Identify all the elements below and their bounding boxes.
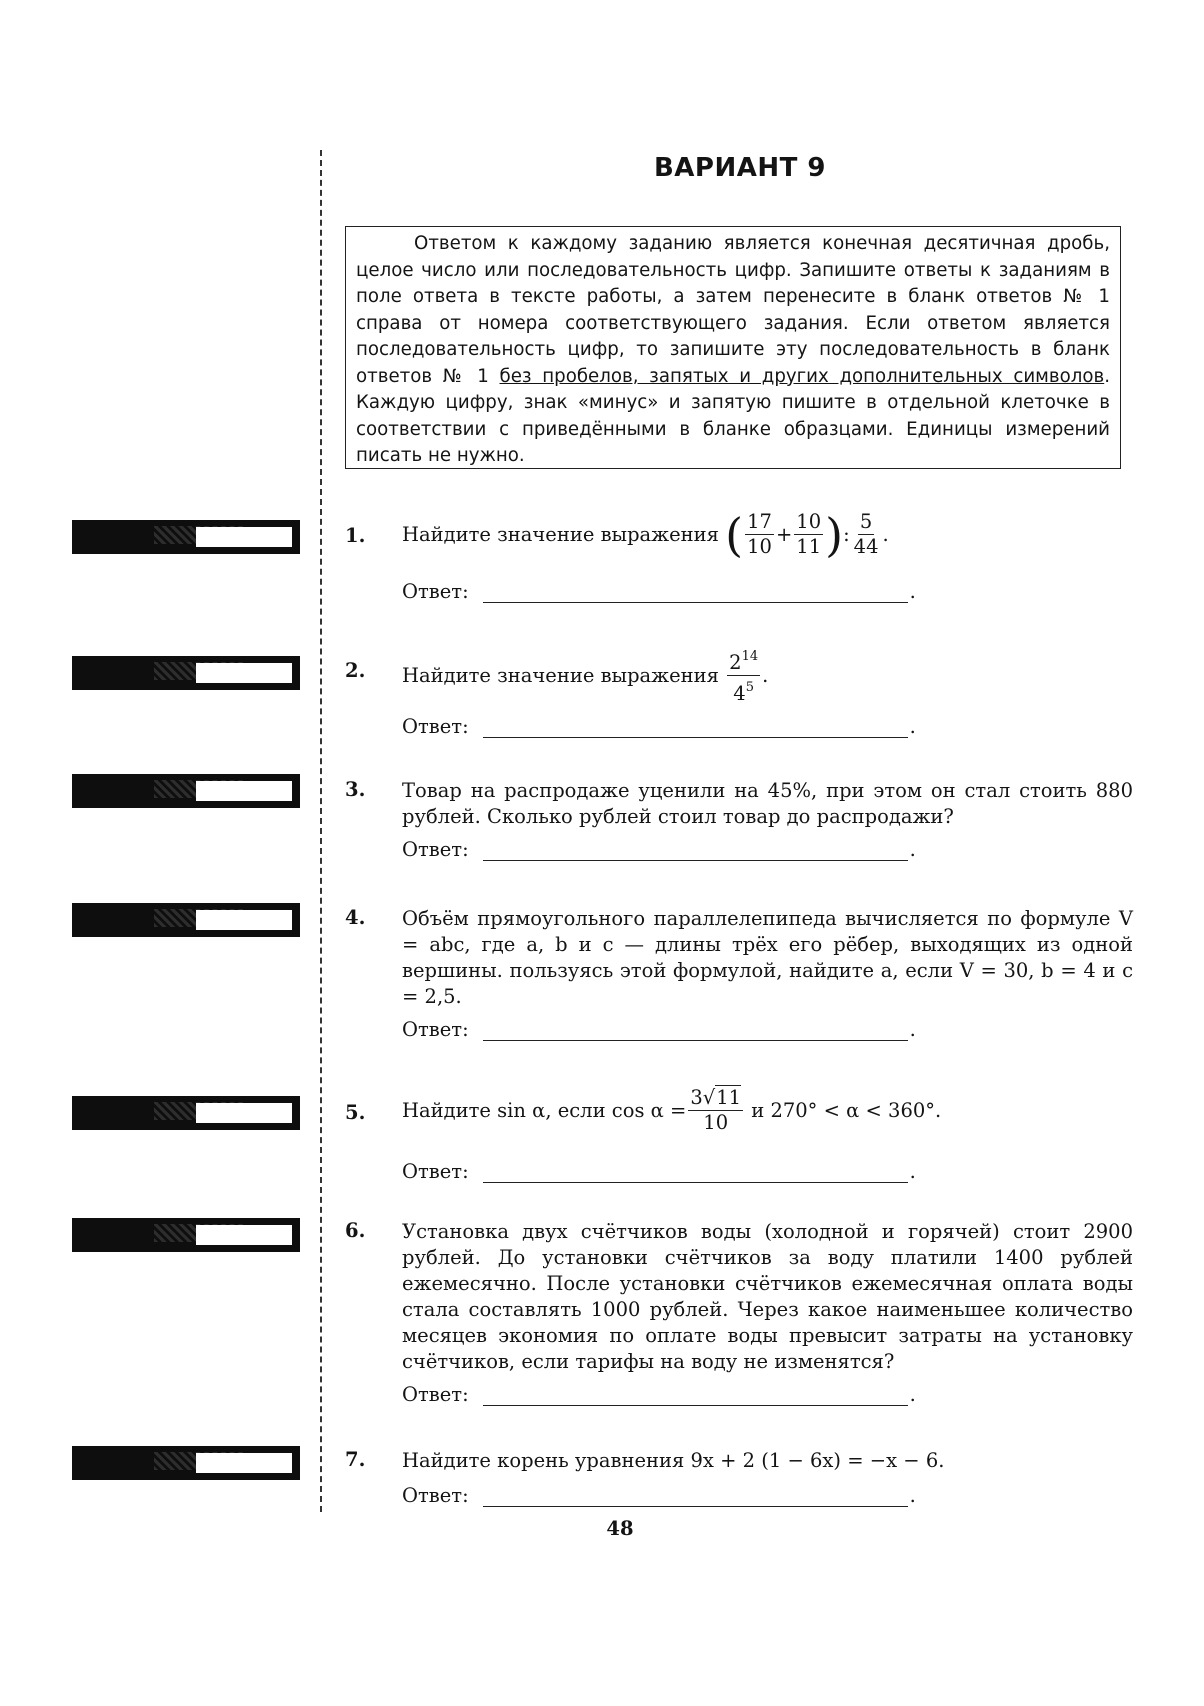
answer-marker-3 (72, 774, 300, 808)
task-number: 7. (345, 1448, 366, 1471)
answer-label: Ответ: (402, 1160, 469, 1183)
answer-label: Ответ: (402, 1018, 469, 1041)
fraction: $\frac{2^{14}}{4^5}$ (727, 645, 760, 706)
answer-field[interactable]: Ответ: . (402, 838, 916, 861)
task-body: Найдите sin α, если cos α = $\frac{3√11}{10}$ и 270° < α < 360°. (402, 1086, 942, 1134)
task-text: Найдите значение выражения (402, 663, 719, 687)
task-text: Найдите sin α, если (402, 1098, 606, 1122)
answer-marker-7 (72, 1446, 300, 1480)
answer-marker-4 (72, 903, 300, 937)
task-number: 5. (345, 1101, 366, 1124)
task-5 (345, 1086, 1135, 1186)
fraction: $\frac{5}{44}$ (853, 510, 879, 558)
page-title: ВАРИАНТ 9 (653, 153, 826, 183)
instructions-underlined: без пробелов, запятых и других дополнительных символов (499, 365, 1105, 387)
answer-marker-1 (72, 520, 300, 554)
answer-marker-2 (72, 656, 300, 690)
answer-label: Ответ: (402, 838, 469, 861)
fraction: $\frac{10}{11}$ (796, 510, 822, 558)
answer-field[interactable]: Ответ: . (402, 1383, 916, 1406)
answer-label: Ответ: (402, 580, 469, 603)
answer-line[interactable] (483, 719, 908, 738)
task-number: 1. (345, 524, 366, 547)
answer-field[interactable]: Ответ: . (402, 580, 916, 603)
task-text: Установка двух счётчиков воды (холодной и горячей) стоит 2900 рублей. До установки счётчиков за воду платили 1400 рублей ежемесячно. После установки счётчиков ежемесячная оплата воды стала составлять 1000 рублей. Через какое наименьшее количество месяцев экономия по оплате воды превысит затраты на установку счётчиков, если тарифы на воду не изменятся? (402, 1220, 1133, 1373)
task-text: Найдите значение выражения (402, 522, 719, 546)
answer-marker-5 (72, 1096, 300, 1130)
answer-field[interactable]: Ответ: . (402, 1484, 916, 1507)
task-text: Найдите корень уравнения 9x + 2 (1 − 6x) = −x − 6. (402, 1449, 945, 1472)
answer-line[interactable] (483, 1488, 908, 1507)
answer-field[interactable]: Ответ: . (402, 1018, 916, 1041)
answer-field[interactable]: Ответ: . (402, 715, 916, 738)
answer-line[interactable] (483, 584, 908, 603)
task-number: 3. (345, 778, 366, 801)
task-2 (345, 645, 1135, 745)
answer-label: Ответ: (402, 1484, 469, 1507)
answer-line[interactable] (483, 1387, 908, 1406)
task-7 (345, 1448, 1135, 1508)
page-number: 48 (606, 1517, 634, 1540)
answer-line[interactable] (483, 1022, 908, 1041)
answer-marker-6 (72, 1218, 300, 1252)
task-body: Найдите значение выражения $\frac{2^{14}}{4^5}$ . (402, 645, 1133, 706)
answer-line[interactable] (483, 842, 908, 861)
task-3 (345, 778, 1135, 868)
task-number: 6. (345, 1219, 366, 1242)
instructions-box (345, 226, 1121, 469)
instructions-text: Ответом к каждому заданию является конечная десятичная дробь, целое число или последовательность цифр. Запишите ответы к заданиям в поле ответа в тексте работы, а затем перенесите в бланк ответов № 1 справа от номера соответствующего задания. Если ответом является последовательность цифр, то запишите эту последовательность в бланк ответов № 1 (356, 233, 1110, 387)
fraction: $\frac{3√11}{10}$ (690, 1086, 742, 1134)
task-4 (345, 906, 1135, 1046)
task-text: Объём прямоугольного параллелепипеда вычисляется по формуле V = abc, где a, b и c — длины трёх его рёбер, выходящих из одной вершины. пользуясь этой формулой, найдите a, если V = 30, b = 4 и c = 2,5. (402, 907, 1133, 1008)
answer-line[interactable] (483, 1164, 908, 1183)
answer-label: Ответ: (402, 1383, 469, 1406)
answer-label: Ответ: (402, 715, 469, 738)
task-number: 4. (345, 906, 366, 929)
cut-line (320, 150, 322, 1512)
answer-field[interactable]: Ответ: . (402, 1160, 916, 1183)
task-body: Найдите значение выражения ( $\frac{17}{10}$ + $\frac{10}{11}$ ) : $\frac{5}{44}$ . (402, 507, 889, 562)
task-number: 2. (345, 659, 366, 682)
task-text: Товар на распродаже уценили на 45%, при этом он стал стоить 880 рублей. Сколько рублей стоил товар до распродажи? (402, 779, 1133, 828)
instructions-text-end: . Каждую цифру, знак «минус» и запятую пишите в отдельной клеточке в соответствии с приведёнными в бланке образцами. Единицы измерений писать не нужно. (356, 365, 1110, 466)
fraction: $\frac{17}{10}$ (747, 510, 772, 558)
task-6 (345, 1219, 1135, 1419)
task-1 (345, 507, 1135, 610)
